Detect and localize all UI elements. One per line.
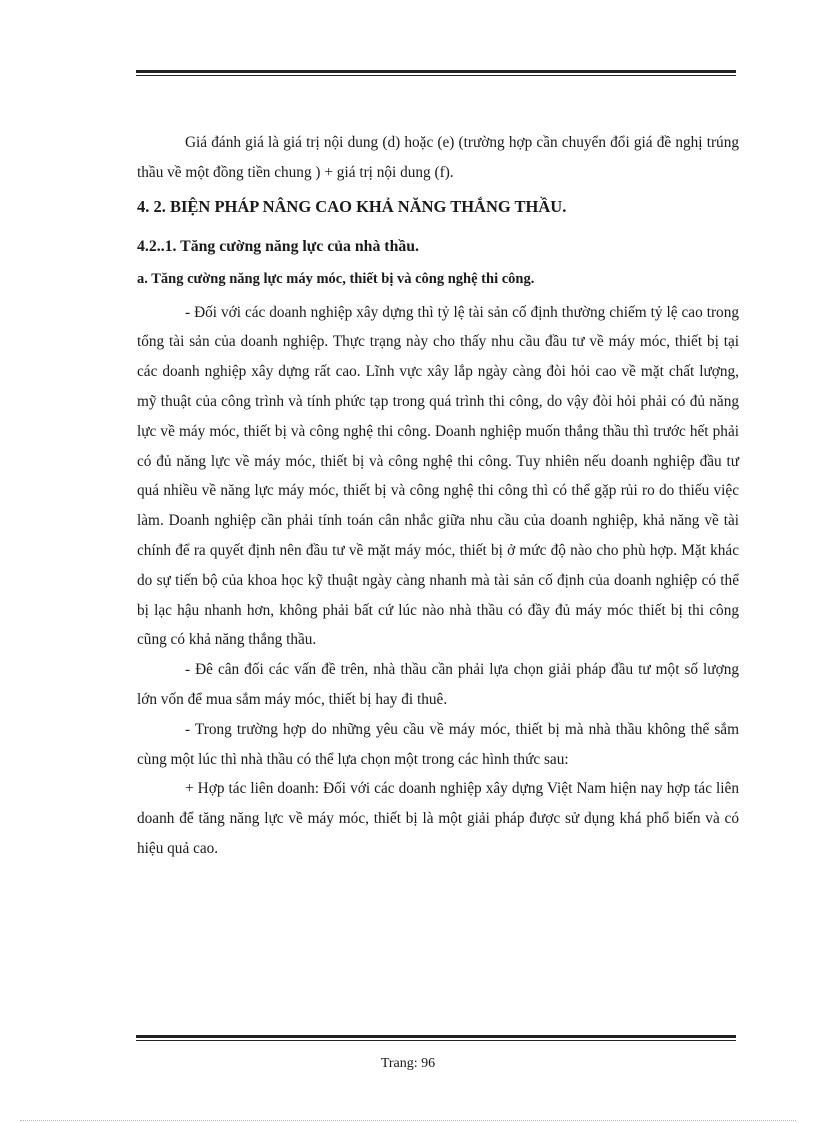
body-paragraph: - Đê cân đối các vấn đề trên, nhà thầu cần phải lựa chọn giải pháp đầu tư một số lượng lớn vốn để mua sắm máy móc, thiết bị hay đi thuê. [137,661,739,708]
intro-paragraph: Giá đánh giá là giá trị nội dung (d) hoặc (e) (trường hợp cần chuyển đổi giá đề nghị trúng thầu về một đồng tiền chung ) + giá trị nội dung (f). [137,134,739,181]
page-content [137,128,739,864]
subsubsection-heading: a. Tăng cường năng lực máy móc, thiết bị và công nghệ thi công. [137,270,535,287]
header-rule [136,70,736,76]
body-paragraph: - Đối với các doanh nghiệp xây dựng thì tỷ lệ tài sản cố định thường chiếm tỷ lệ cao trong tổng tài sản của doanh nghiệp. Thực trạng này cho thấy nhu cầu đầu tư về máy móc, thiết bị tại các doanh nghiệp xây dựng rất cao. Lĩnh vực xây lắp ngày càng đòi hỏi cao về mặt chất lượng, mỹ thuật của công trình và tính phức tạp trong quá trình thi công, do vậy đòi hỏi phải có đủ năng lực về máy móc, thiết bị và công nghệ thi công. Doanh nghiệp muốn thắng thầu thì trước hết phải có đủ năng lực về máy móc, thiết bị và công nghệ thi công. Tuy nhiên nếu doanh nghiệp đầu tư quá nhiều về năng lực máy móc, thiết bị và công nghệ thi công thì có thể gặp rủi ro do thiếu việc làm. Doanh nghiệp cần phải tính toán cân nhắc giữa nhu cầu của doanh nghiệp, khả năng về tài chính để ra quyết định nên đầu tư về mặt máy móc, thiết bị ở mức độ nào cho phù hợp. Mặt khác do sự tiến bộ của khoa học kỹ thuật ngày càng nhanh mà tài sản cố định của doanh nghiệp có thể bị lạc hậu nhanh hơn, không phải bất cứ lúc nào nhà thầu có đầy đủ máy móc thiết bị thi công cũng có khả năng thắng thầu. [137,303,739,649]
page-edge-divider [20,1120,796,1121]
body-paragraph: - Trong trường hợp do những yêu cầu về máy móc, thiết bị mà nhà thầu không thể sắm cùng một lúc thì nhà thầu có thể lựa chọn một trong các hình thức sau: [137,720,739,768]
body-paragraph: + Hợp tác liên doanh: Đối với các doanh nghiệp xây dựng Việt Nam hiện nay hợp tác liên doanh để tăng năng lực về máy móc, thiết bị là một giải pháp được sử dụng khá phổ biến và có hiệu quả cao. [137,780,739,857]
page-number: Trang: 96 [380,1056,436,1071]
subsection-heading: 4.2..1. Tăng cường năng lực của nhà thầu. [137,237,419,255]
section-heading: 4. 2. BIỆN PHÁP NÂNG CAO KHẢ NĂNG THẮNG THẦU. [137,196,567,216]
footer-rule [136,1035,736,1041]
